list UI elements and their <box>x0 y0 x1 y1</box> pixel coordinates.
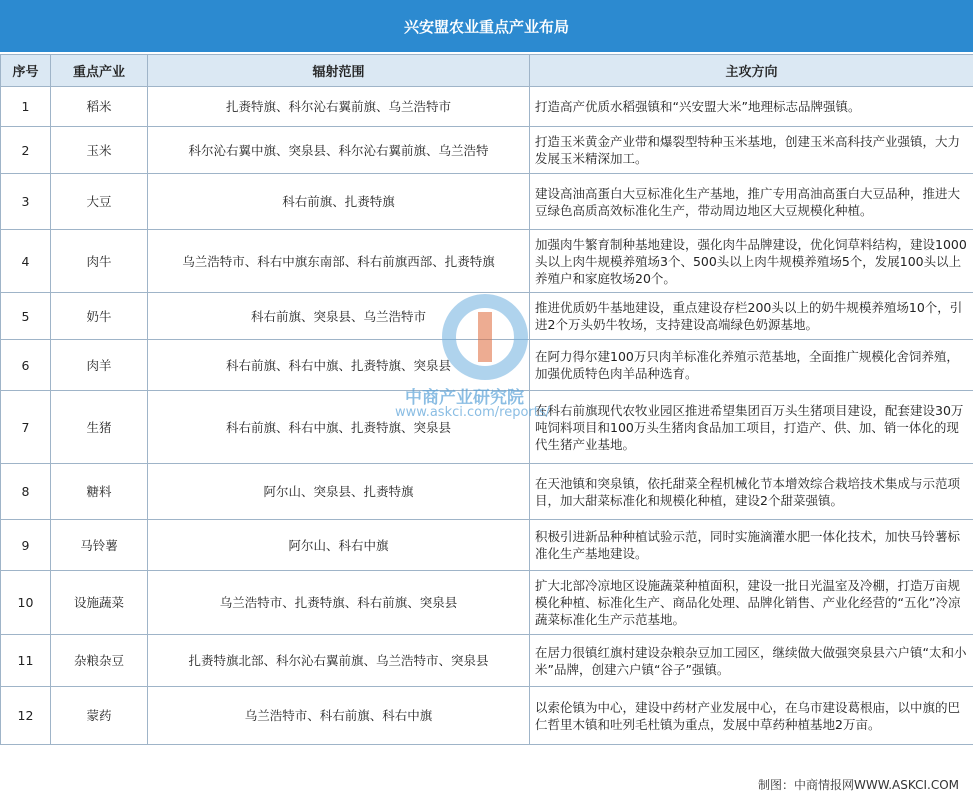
cell-industry: 肉羊 <box>51 340 148 391</box>
table-row <box>1 127 973 174</box>
cell-direction: 打造高产优质水稻强镇和“兴安盟大米”地理标志品牌强镇。 <box>530 87 973 127</box>
table-row <box>1 293 973 340</box>
page-title: 兴安盟农业重点产业布局 <box>0 0 973 52</box>
table-row <box>1 230 973 293</box>
source-credit: 制图：中商情报网WWW.ASKCI.COM <box>758 778 959 792</box>
cell-range: 阿尔山、突泉县、扎赉特旗 <box>148 464 530 520</box>
cell-no: 1 <box>1 87 51 127</box>
watermark-url: www.askci.com/reports/ <box>395 405 550 420</box>
cell-industry: 肉牛 <box>51 230 148 293</box>
cell-no: 9 <box>1 520 51 571</box>
cell-no: 6 <box>1 340 51 391</box>
cell-range: 乌兰浩特市、扎赉特旗、科右前旗、突泉县 <box>148 571 530 635</box>
cell-no: 10 <box>1 571 51 635</box>
cell-industry: 稻米 <box>51 87 148 127</box>
cell-industry: 蒙药 <box>51 687 148 745</box>
cell-range: 科右前旗、科右中旗、扎赉特旗、突泉县 <box>148 340 530 391</box>
cell-direction: 推进优质奶牛基地建设，重点建设存栏200头以上的奶牛规模养殖场10个，引进2个万头奶牛牧场，支持建设高端绿色奶源基地。 <box>530 293 973 340</box>
header-direction: 主攻方向 <box>530 55 973 87</box>
cell-no: 4 <box>1 230 51 293</box>
table-row <box>1 174 973 230</box>
cell-direction: 在科右前旗现代农牧业园区推进希望集团百万头生猪项目建设，配套建设30万吨饲料项目和100万头生猪肉食品加工项目，打造产、供、加、销一体化的现代生猪产业基地。 <box>530 391 973 464</box>
table-row <box>1 87 973 127</box>
cell-range: 乌兰浩特市、科右前旗、科右中旗 <box>148 687 530 745</box>
cell-industry: 奶牛 <box>51 293 148 340</box>
cell-industry: 大豆 <box>51 174 148 230</box>
cell-direction: 扩大北部冷凉地区设施蔬菜种植面积，建设一批日光温室及冷棚，打造万亩规模化种植、标准化生产、商品化处理、品牌化销售、产业化经营的“五化”冷凉蔬菜标准化生产示范基地。 <box>530 571 973 635</box>
cell-range: 扎赉特旗北部、科尔沁右翼前旗、乌兰浩特市、突泉县 <box>148 635 530 687</box>
cell-direction: 积极引进新品种种植试验示范，同时实施滴灌水肥一体化技术，加快马铃薯标准化生产基地建设。 <box>530 520 973 571</box>
cell-no: 3 <box>1 174 51 230</box>
table-row <box>1 687 973 745</box>
cell-range: 科尔沁右翼中旗、突泉县、科尔沁右翼前旗、乌兰浩特 <box>148 127 530 174</box>
header-range: 辐射范围 <box>148 55 530 87</box>
header-no: 序号 <box>1 55 51 87</box>
table-row <box>1 571 973 635</box>
cell-range: 科右前旗、扎赉特旗 <box>148 174 530 230</box>
table-header-row <box>1 55 973 87</box>
cell-range: 扎赉特旗、科尔沁右翼前旗、乌兰浩特市 <box>148 87 530 127</box>
cell-industry: 杂粮杂豆 <box>51 635 148 687</box>
cell-direction: 在居力很镇红旗村建设杂粮杂豆加工园区，继续做大做强突泉县六户镇“太和小米”品牌，创建六户镇“谷子”强镇。 <box>530 635 973 687</box>
cell-no: 5 <box>1 293 51 340</box>
cell-direction: 在天池镇和突泉镇，依托甜菜全程机械化节本增效综合栽培技术集成与示范项目，加大甜菜标准化和规模化种植，建设2个甜菜强镇。 <box>530 464 973 520</box>
cell-direction: 以索伦镇为中心，建设中药材产业发展中心，在乌市建设葛根庙，以中旗的巴仁哲里木镇和吐列毛杜镇为重点，发展中草药种植基地2万亩。 <box>530 687 973 745</box>
cell-industry: 生猪 <box>51 391 148 464</box>
cell-industry: 马铃薯 <box>51 520 148 571</box>
cell-no: 11 <box>1 635 51 687</box>
cell-industry: 设施蔬菜 <box>51 571 148 635</box>
cell-range: 阿尔山、科右中旗 <box>148 520 530 571</box>
cell-industry: 玉米 <box>51 127 148 174</box>
cell-range: 乌兰浩特市、科右中旗东南部、科右前旗西部、扎赉特旗 <box>148 230 530 293</box>
cell-direction: 建设高油高蛋白大豆标准化生产基地，推广专用高油高蛋白大豆品种，推进大豆绿色高质高效标准化生产，带动周边地区大豆规模化种植。 <box>530 174 973 230</box>
watermark-name: 中商产业研究院 <box>405 388 524 408</box>
table-row <box>1 520 973 571</box>
cell-range: 科右前旗、突泉县、乌兰浩特市 <box>148 293 530 340</box>
cell-no: 8 <box>1 464 51 520</box>
cell-no: 2 <box>1 127 51 174</box>
cell-direction: 打造玉米黄金产业带和爆裂型特种玉米基地，创建玉米高科技产业强镇，大力发展玉米精深加工。 <box>530 127 973 174</box>
cell-industry: 糖料 <box>51 464 148 520</box>
header-industry: 重点产业 <box>51 55 148 87</box>
cell-direction: 在阿力得尔建100万只肉羊标准化养殖示范基地，全面推广规模化舍饲养殖，加强优质特色肉羊品种选育。 <box>530 340 973 391</box>
table-row <box>1 464 973 520</box>
cell-no: 7 <box>1 391 51 464</box>
table-row <box>1 635 973 687</box>
cell-direction: 加强肉牛繁育制种基地建设，强化肉牛品牌建设，优化饲草料结构，建设1000头以上肉牛规模养殖场3个、500头以上肉牛规模养殖场5个，发展100头以上养殖户和家庭牧场20个。 <box>530 230 973 293</box>
cell-no: 12 <box>1 687 51 745</box>
cell-range: 科右前旗、科右中旗、扎赉特旗、突泉县 <box>148 391 530 464</box>
